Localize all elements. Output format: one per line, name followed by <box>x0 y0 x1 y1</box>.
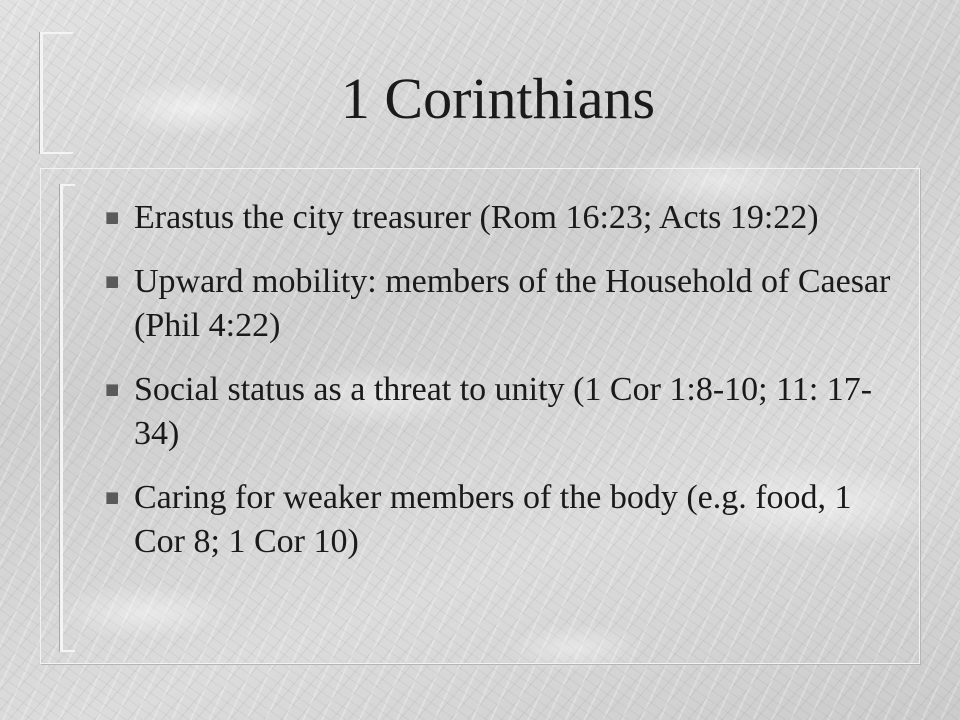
bullet-text: Social status as a threat to unity (1 Cor 1:8-10; 11: 17-34) <box>134 371 873 452</box>
square-bullet-icon <box>106 212 118 224</box>
square-bullet-icon <box>106 384 118 396</box>
bullet-text: Upward mobility: members of the Household of Caesar (Phil 4:22) <box>134 263 891 344</box>
content-bracket-decoration <box>60 184 75 652</box>
bullet-list <box>104 196 904 584</box>
bullet-item-social-status <box>104 368 904 456</box>
bullet-item-upward-mobility <box>104 260 904 348</box>
square-bullet-icon <box>106 492 118 504</box>
slide-title: 1 Corinthians <box>340 66 656 131</box>
bullet-item-weaker-members <box>104 476 904 564</box>
bullet-text: Caring for weaker members of the body (e.g. food, 1 Cor 8; 1 Cor 10) <box>134 479 852 560</box>
square-bullet-icon <box>106 276 118 288</box>
bullet-text: Erastus the city treasurer (Rom 16:23; Acts 19:22) <box>134 199 819 236</box>
bullet-item-erastus <box>104 196 904 240</box>
